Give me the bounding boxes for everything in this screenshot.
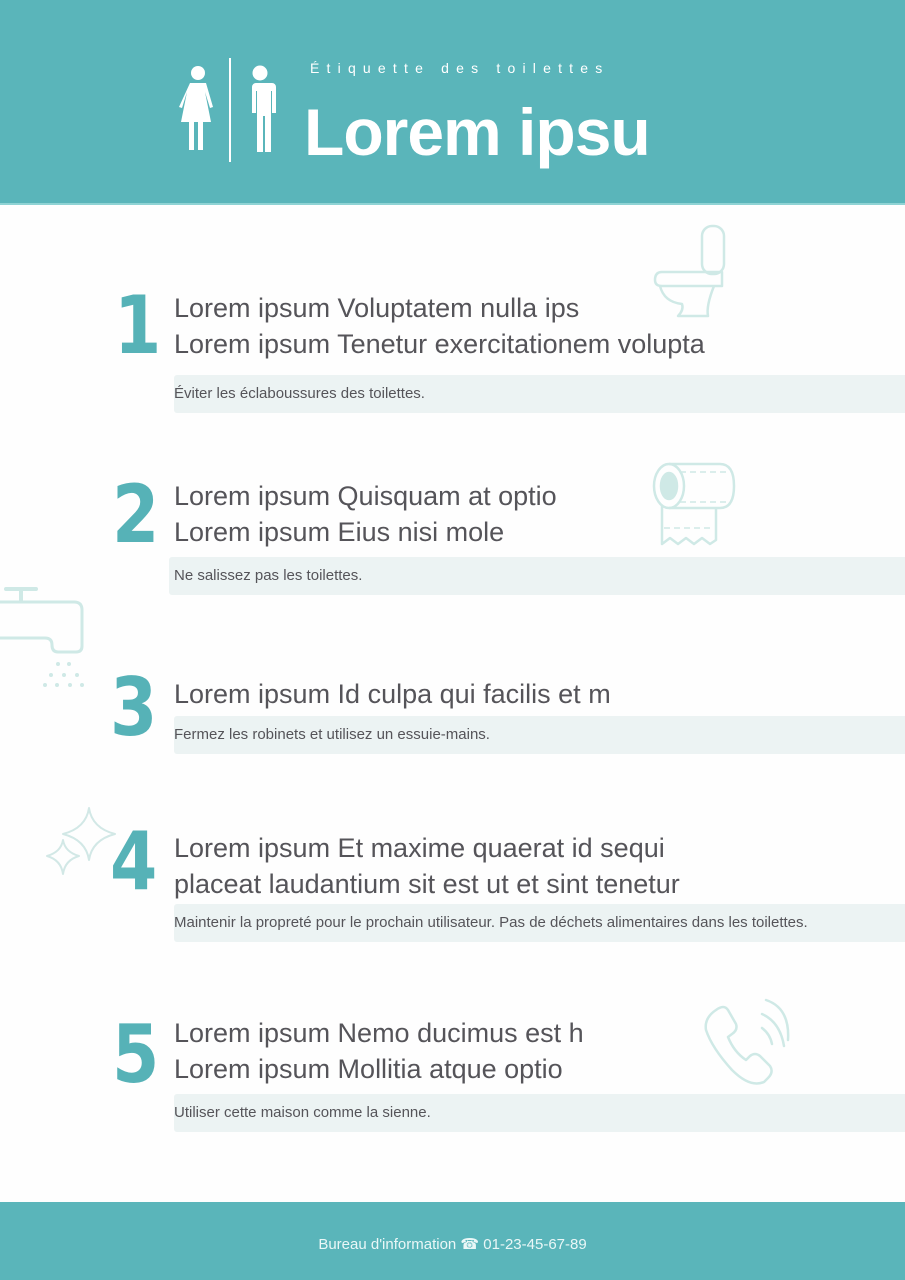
phone-icon (700, 994, 792, 1086)
rule-note-bar (174, 716, 905, 754)
rule-number: 1 (114, 279, 160, 372)
rule-note-bar (174, 375, 905, 413)
rule-heading-line: Lorem ipsum Nemo ducimus est h (174, 1018, 584, 1048)
rule-heading-line: Lorem ipsum Eius nisi mole (174, 517, 505, 547)
rule-note: Fermez les robinets et utilisez un essuie-mains. (174, 726, 490, 743)
rule-note-bar (174, 1094, 905, 1132)
rule-note: Maintenir la propreté pour le prochain utilisateur. Pas de déchets alimentaires dans les toilettes. (174, 914, 808, 931)
rule-number: 4 (110, 815, 156, 908)
toilet-icon (652, 224, 728, 320)
header-subtitle: Étiquette des toilettes (310, 60, 610, 76)
header-banner (0, 0, 905, 205)
rule-note: Ne salissez pas les toilettes. (174, 567, 363, 584)
rule-note-bar (169, 557, 905, 595)
rule-heading-line: Lorem ipsum Quisquam at optio (174, 481, 557, 511)
rule-number: 3 (110, 661, 156, 754)
page-title: Lorem ipsu (304, 95, 650, 169)
footer-banner (0, 1202, 905, 1280)
rule-note: Éviter les éclaboussures des toilettes. (174, 385, 425, 402)
toilet-paper-icon (650, 460, 740, 548)
rule-number: 5 (112, 1008, 158, 1101)
faucet-icon (0, 585, 92, 689)
info-desk-phone: Bureau d'information ☎ 01-23-45-67-89 (318, 1236, 587, 1253)
rule-note-bar (174, 904, 905, 942)
rule-note: Utiliser cette maison comme la sienne. (174, 1104, 431, 1121)
rule-heading-line: Lorem ipsum Et maxime quaerat id sequi (174, 833, 665, 863)
rule-heading-line: Lorem ipsum Mollitia atque optio (174, 1054, 563, 1084)
rule-heading-line: placeat laudantium sit est ut et sint tenetur (174, 869, 680, 899)
restroom-sign-icon (176, 56, 280, 164)
rule-number: 2 (112, 468, 158, 561)
rule-heading-line: Lorem ipsum Id culpa qui facilis et m (174, 679, 611, 709)
rule-heading-line: Lorem ipsum Tenetur exercitationem volupta (174, 329, 705, 359)
sparkle-icon (45, 806, 120, 878)
rule-heading-line: Lorem ipsum Voluptatem nulla ips (174, 293, 580, 323)
